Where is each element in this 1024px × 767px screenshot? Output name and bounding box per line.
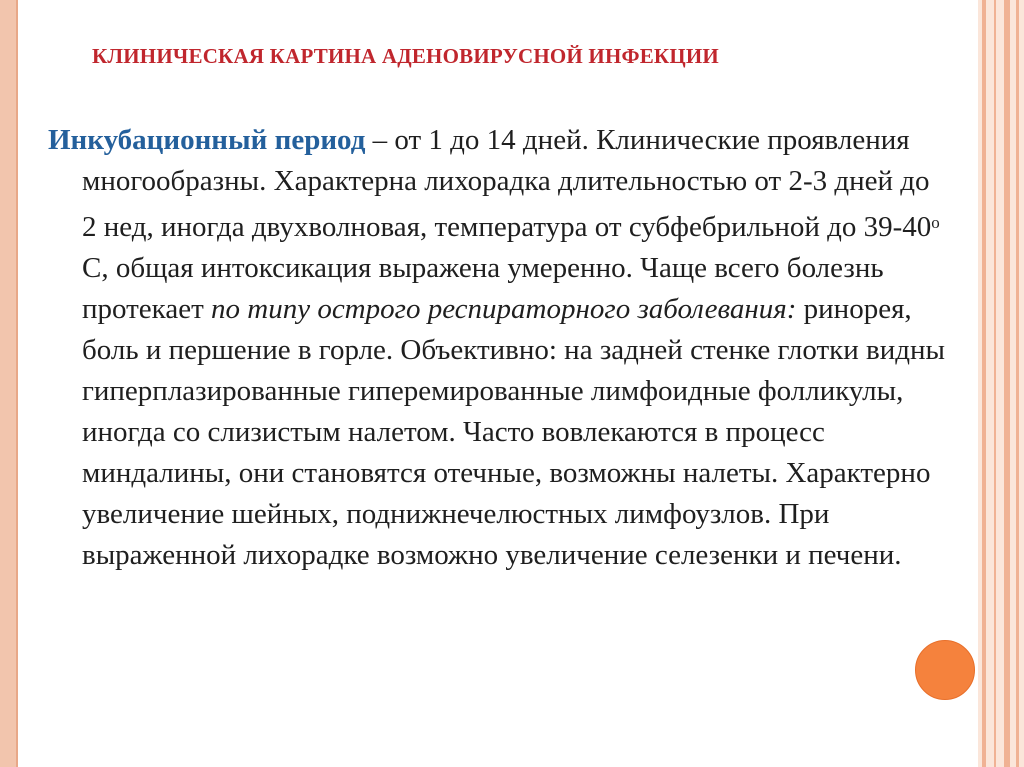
body-text-part-3: ринорея, боль и першение в горле. Объективно: на задней стенке глотки видны гиперплазированные гиперемированные лимфоидные фолликулы, иногда со слизистым налетом. Часто вовлекаются в процесс миндалины, они становятся отечные, возможны налеты. Характерно увеличение шейных, поднижнечелюстных лимфоузлов. При выраженной лихорадке возможно увеличение селезенки и печени. — [82, 293, 946, 571]
decorative-orange-circle — [915, 640, 975, 700]
right-frame-stripe — [1016, 0, 1019, 767]
degree-mark: о — [931, 213, 940, 232]
right-frame-stripe — [982, 0, 986, 767]
body-text-part-2: С, общая интоксикация выражена умеренно. Чаще всего болезнь протекает — [82, 252, 884, 325]
body-text-part-1: – от 1 до 14 дней. Клинические проявления многообразны. Характерна лихорадка длительностью от 2-3 дней до 2 нед, иногда двухволновая, температура от субфебрильной до 39-40 — [82, 124, 932, 243]
slide-title: КЛИНИЧЕСКАЯ КАРТИНА АДЕНОВИРУСНОЙ ИНФЕКЦИИ — [92, 44, 719, 68]
left-frame-border — [0, 0, 18, 767]
body-paragraph — [48, 120, 948, 576]
right-frame-stripe — [1004, 0, 1010, 767]
italic-phrase: по типу острого респираторного заболевания: — [211, 293, 797, 325]
lead-term: Инкубационный период — [48, 124, 366, 156]
right-frame-stripe — [994, 0, 996, 767]
slide-body — [48, 120, 948, 576]
